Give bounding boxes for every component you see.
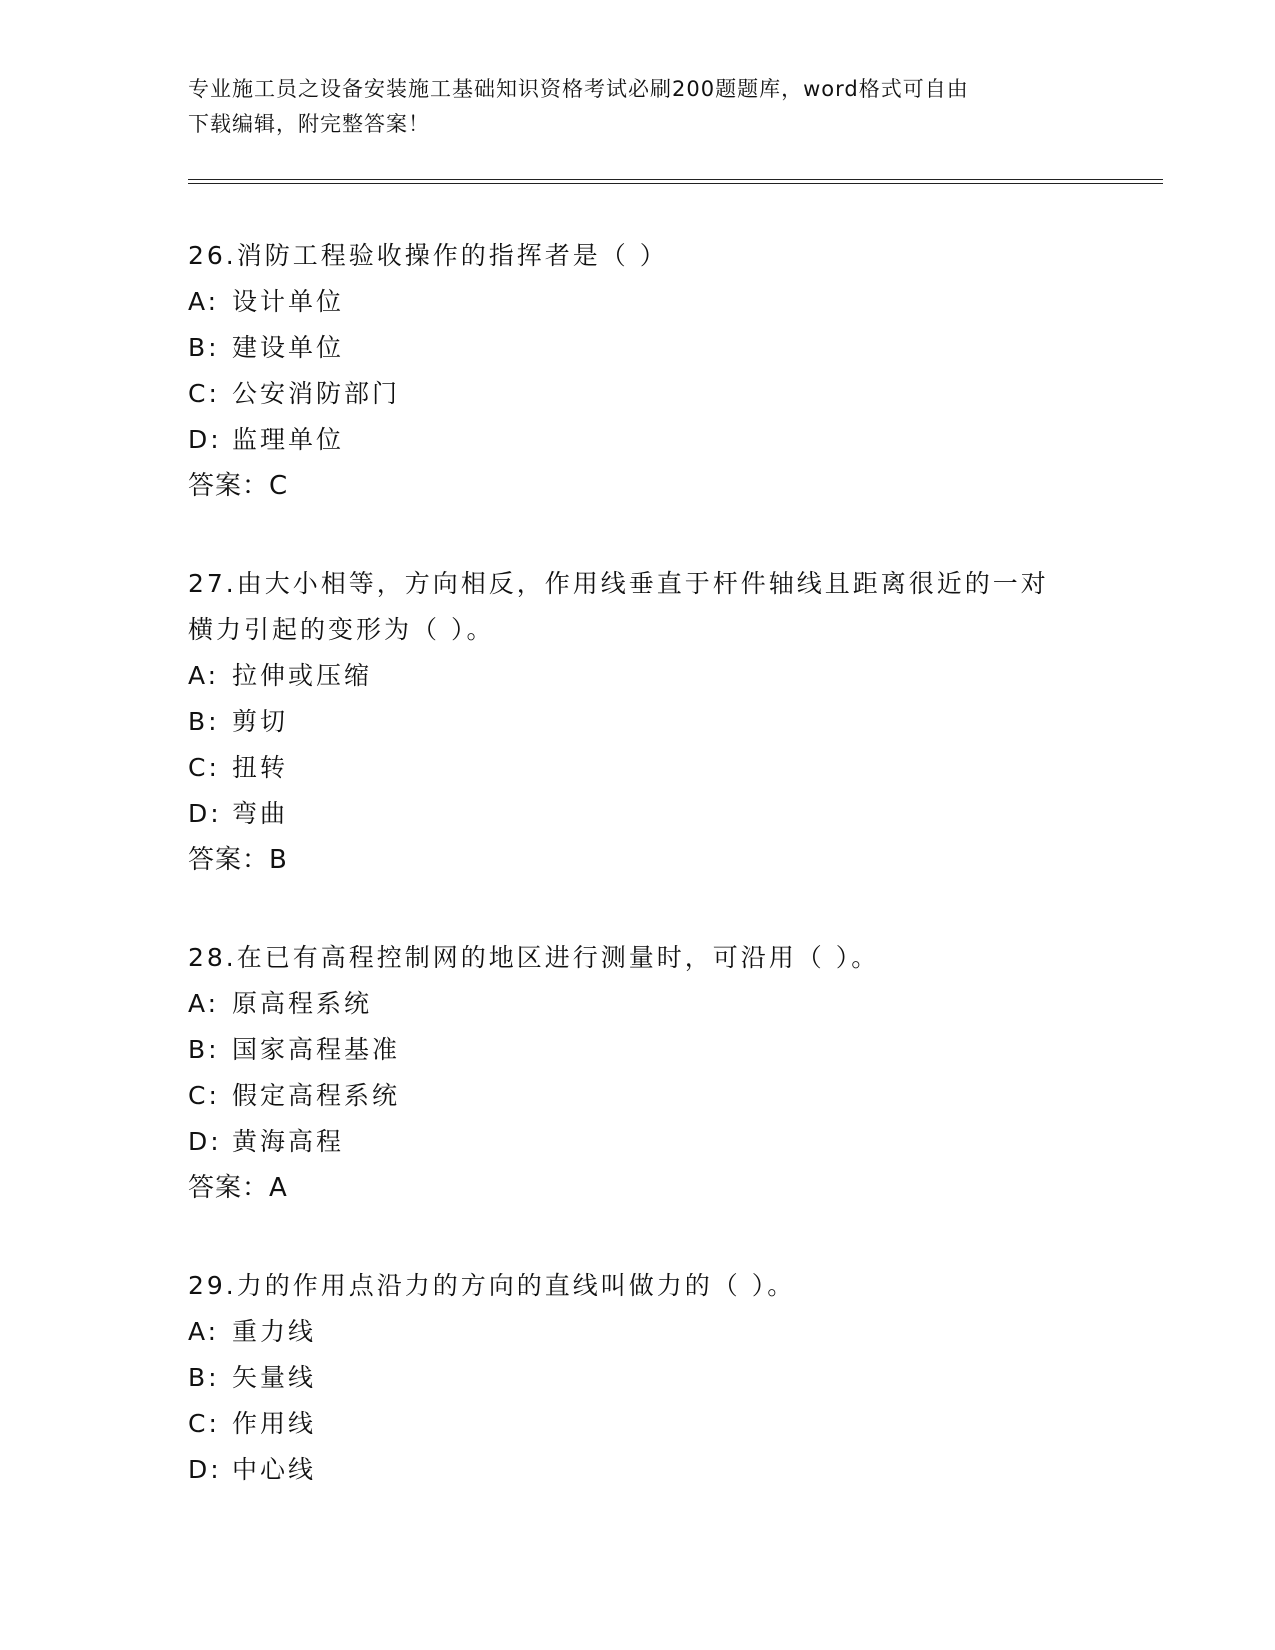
option-text: 设计单位 — [232, 287, 345, 316]
question-stem — [188, 935, 1088, 981]
question-stem-line: 29.力的作用点沿力的方向的直线叫做力的（ ）。 — [188, 1271, 796, 1300]
option-text: 拉伸或压缩 — [232, 661, 373, 690]
question-list — [188, 233, 1088, 1545]
option-row — [188, 1119, 1088, 1165]
option-key: C: — [188, 1081, 220, 1110]
option-key: C: — [188, 753, 220, 782]
question-stem — [188, 233, 1088, 279]
option-text: 弯曲 — [232, 799, 289, 828]
option-row — [188, 1401, 1088, 1447]
question-stem — [188, 561, 1088, 653]
option-key: A: — [188, 1317, 220, 1346]
option-key: C: — [188, 379, 220, 408]
option-text: 假定高程系统 — [232, 1081, 401, 1110]
option-key: A: — [188, 661, 220, 690]
answer-line: 答案：C — [188, 471, 289, 501]
option-row — [188, 1309, 1088, 1355]
option-text: 黄海高程 — [232, 1127, 345, 1156]
option-text: 公安消防部门 — [232, 379, 401, 408]
option-row — [188, 325, 1088, 371]
question-stem-line: 26.消防工程验收操作的指挥者是（ ） — [188, 241, 668, 270]
option-row — [188, 1073, 1088, 1119]
header-title-line-2: 下载编辑，附完整答案！ — [188, 112, 430, 136]
option-text: 建设单位 — [232, 333, 345, 362]
option-text: 中心线 — [232, 1455, 317, 1484]
option-row — [188, 699, 1088, 745]
option-text: 扭转 — [232, 753, 289, 782]
question-block — [188, 561, 1088, 883]
option-key: B: — [188, 1035, 220, 1064]
option-text: 国家高程基准 — [232, 1035, 401, 1064]
question-stem-line: 28.在已有高程控制网的地区进行测量时，可沿用（ ）。 — [188, 943, 880, 972]
question-block — [188, 233, 1088, 509]
option-row — [188, 417, 1088, 463]
option-row — [188, 1447, 1088, 1493]
question-stem-line: 横力引起的变形为（ ）。 — [188, 615, 495, 644]
header-rule-bottom — [188, 183, 1163, 184]
option-text: 作用线 — [232, 1409, 317, 1438]
option-row — [188, 1027, 1088, 1073]
option-key: B: — [188, 707, 220, 736]
option-row — [188, 371, 1088, 417]
option-row — [188, 981, 1088, 1027]
question-stem — [188, 1263, 1088, 1309]
option-row — [188, 653, 1088, 699]
question-block — [188, 935, 1088, 1211]
option-row — [188, 745, 1088, 791]
option-key: D: — [188, 1455, 222, 1484]
option-key: A: — [188, 287, 220, 316]
option-key: B: — [188, 333, 220, 362]
option-key: D: — [188, 799, 222, 828]
question-stem-line: 27.由大小相等，方向相反，作用线垂直于杆件轴线且距离很近的一对 — [188, 569, 1049, 598]
question-block — [188, 1263, 1088, 1493]
option-key: D: — [188, 1127, 222, 1156]
option-row — [188, 279, 1088, 325]
option-key: D: — [188, 425, 222, 454]
option-text: 原高程系统 — [232, 989, 373, 1018]
option-text: 监理单位 — [232, 425, 345, 454]
option-key: B: — [188, 1363, 220, 1392]
header-title-line-1: 专业施工员之设备安装施工基础知识资格考试必刷200题题库，word格式可自由 — [188, 77, 969, 101]
document-header — [188, 72, 1088, 142]
option-key: A: — [188, 989, 220, 1018]
answer-line: 答案：A — [188, 1173, 288, 1203]
option-key: C: — [188, 1409, 220, 1438]
option-text: 剪切 — [232, 707, 289, 736]
option-text: 矢量线 — [232, 1363, 317, 1392]
option-row — [188, 1355, 1088, 1401]
answer-line: 答案：B — [188, 845, 288, 875]
option-row — [188, 791, 1088, 837]
header-rule-top — [188, 179, 1163, 180]
option-text: 重力线 — [232, 1317, 317, 1346]
